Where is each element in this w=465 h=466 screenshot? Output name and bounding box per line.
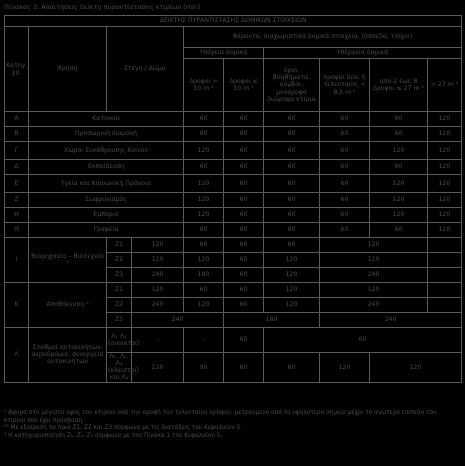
value-cell: 120: [184, 142, 224, 160]
category-cell: Η: [5, 208, 29, 223]
value-cell: 120: [428, 112, 462, 127]
value-cell: 120: [184, 208, 224, 223]
value-cell: 60: [184, 223, 224, 238]
value-cell: 120: [428, 208, 462, 223]
value-cell: 60: [320, 127, 370, 142]
category-cell: Ζ: [5, 193, 29, 208]
value-cell: 60: [264, 142, 320, 160]
value-cell: 240: [132, 298, 184, 313]
footnote: ¹ Αφορά στο μέγιστο ύψος του κτιρίου από την οροφή του τελευταίου ορόφου, μετρούμενο από το υψηλότερο σημείο μέχρι το ανώτερο επίπεδο του κτιρίου που έχει πρόσβαση.: [4, 410, 437, 424]
value-cell: 60: [224, 112, 264, 127]
value-cell: 120: [320, 283, 428, 298]
value-cell: 60: [370, 223, 428, 238]
value-cell: 60: [320, 142, 370, 160]
value-cell: 120: [428, 160, 462, 175]
value-cell: 240: [320, 298, 428, 313]
category-cell: Γ: [5, 142, 29, 160]
value-cell: 60: [320, 160, 370, 175]
value-cell: 120: [370, 193, 428, 208]
value-cell: 60: [370, 160, 428, 175]
value-cell: 60: [224, 253, 264, 268]
table-row: [5, 283, 462, 298]
value-cell: 60: [184, 283, 224, 298]
value-cell: –: [184, 328, 224, 353]
value-cell: 60: [224, 208, 264, 223]
value-cell: 120: [428, 223, 462, 238]
usage-cell: Βιομηχανία – Βιοτεχνία ³: [29, 238, 107, 283]
category-cell: Α: [5, 112, 29, 127]
value-cell: 120: [184, 193, 224, 208]
table-row: [5, 328, 462, 353]
usage-cell: Εμπόριο: [29, 208, 184, 223]
value-cell: 120: [132, 238, 184, 253]
usage-cell: Γραφεία: [29, 223, 184, 238]
value-cell: 60: [320, 193, 370, 208]
category-cell: Λ: [5, 328, 29, 383]
value-cell: 60: [224, 268, 264, 283]
blank-cell: [428, 268, 462, 283]
class-cell: Ζ1: [107, 238, 132, 253]
header-col-above-3: από 2 έως 8 όροφοι ≤ 27 m ²: [370, 59, 428, 112]
value-cell: –: [132, 328, 184, 353]
value-cell: 240: [132, 268, 184, 283]
table-row: [5, 175, 462, 193]
usage-cell: Αποθήκευση ³: [29, 283, 107, 328]
value-cell: 60: [184, 238, 224, 253]
value-cell: 120: [428, 193, 462, 208]
category-cell: Ι: [5, 238, 29, 283]
usage-cell: Εκπαίδευση: [29, 160, 184, 175]
header-load-bearing: Φέροντα, διαχωριστικά δομικά στοιχεία, (δάπεδα, τοίχοι): [184, 27, 462, 48]
footnote: ²³ Με εξαίρεση τα όρια Ζ1, Ζ2 και Ζ3 σύμφωνα με τις διατάξεις του Κεφαλαίου 5.: [4, 425, 243, 432]
value-cell: 60: [224, 223, 264, 238]
value-cell: 120: [264, 253, 320, 268]
value-cell: 60: [264, 238, 320, 253]
category-cell: Κ: [5, 283, 29, 328]
table-row: [5, 127, 462, 142]
header-aboveground: Υπέργεια δομικά: [264, 48, 462, 59]
value-cell: 60: [320, 175, 370, 193]
usage-cell: Χώροι Συνάθροισης Κοινού: [29, 142, 184, 160]
header-col-above-1: όροι, βοηθήματα, κόμβοι, μονόροφα διώροφα κτίρια: [264, 59, 320, 112]
value-cell: 60: [184, 160, 224, 175]
class-cell: Ζ2: [107, 298, 132, 313]
value-cell: 90: [184, 353, 224, 383]
table-row: [5, 160, 462, 175]
category-cell: Β: [5, 127, 29, 142]
value-cell: 60: [224, 328, 264, 353]
value-cell: 120: [132, 283, 184, 298]
value-cell: 120: [184, 298, 224, 313]
value-cell: 120: [132, 253, 184, 268]
table-caption: Πίνακας 3. Απαιτήσεις δείκτη πυραντίστασης κτιρίων (min): [4, 3, 201, 11]
value-cell: 120: [320, 238, 428, 253]
value-cell: 60: [224, 160, 264, 175]
footnote: ³ Η κατηγοριοποίηση Ζ₁, Ζ₂, Ζ₃ σύμφωνα με τον Πίνακα 1 του Κεφαλαίου 5.: [4, 432, 223, 439]
table-row: [5, 208, 462, 223]
value-cell: 120: [428, 175, 462, 193]
value-cell: 60: [264, 160, 320, 175]
value-cell: 60: [224, 142, 264, 160]
value-cell: 240: [132, 313, 224, 328]
usage-cell: Σταθμοί αυτοκινήτων, αεροδρόμια, συνεργεία αυτοκινήτων: [29, 328, 107, 383]
value-cell: 120: [428, 142, 462, 160]
usage-cell: Υγεία και Κοινωνική Πρόνοια: [29, 175, 184, 193]
blank-cell: [428, 298, 462, 313]
value-cell: 120: [370, 353, 462, 383]
value-cell: 120: [428, 127, 462, 142]
value-cell: 60: [264, 328, 462, 353]
value-cell: 60: [320, 112, 370, 127]
class-cell: Ζ3: [107, 268, 132, 283]
class-cell: Ζ1: [107, 283, 132, 298]
usage-cell: Κατοικία: [29, 112, 184, 127]
value-cell: 60: [264, 127, 320, 142]
value-cell: 60: [224, 283, 264, 298]
value-cell: 180: [184, 268, 224, 283]
value-cell: 120: [320, 253, 428, 268]
value-cell: 60: [370, 127, 428, 142]
value-cell: 60: [224, 353, 264, 383]
value-cell: 60: [224, 193, 264, 208]
class-cell: Λ₁ Λ₂ (ανοικτοί): [107, 328, 132, 353]
blank-cell: [428, 253, 462, 268]
header-col-above-4: > 27 m ²: [428, 59, 462, 112]
fire-resistance-table: [4, 15, 462, 383]
value-cell: 120: [264, 298, 320, 313]
table-row: [5, 238, 462, 253]
value-cell: 240: [320, 313, 462, 328]
header-col-under-2: όροφοι ≤ 10 m ¹: [224, 59, 264, 112]
value-cell: 120: [264, 268, 320, 283]
value-cell: 60: [264, 175, 320, 193]
value-cell: 60: [224, 298, 264, 313]
header-underground: Υπόγεια δομικά: [184, 48, 264, 59]
header-category: Κατηγ. χρ.: [5, 27, 29, 112]
category-cell: Ε: [5, 175, 29, 193]
value-cell: 120: [370, 175, 428, 193]
blank-cell: [428, 238, 462, 253]
value-cell: 120: [132, 353, 184, 383]
usage-cell: Σωφρονισμός: [29, 193, 184, 208]
value-cell: 120: [184, 175, 224, 193]
value-cell: 120: [370, 142, 428, 160]
class-cell: Ζ3: [107, 313, 132, 328]
value-cell: 180: [224, 313, 320, 328]
header-usage: Χρήση: [29, 27, 107, 112]
value-cell: 120: [370, 208, 428, 223]
value-cell: 60: [184, 127, 224, 142]
value-cell: 60: [184, 112, 224, 127]
value-cell: 60: [224, 175, 264, 193]
header-roof: Στέγη / Δώμα: [107, 27, 184, 112]
value-cell: 60: [264, 193, 320, 208]
blank-cell: [428, 283, 462, 298]
value-cell: 60: [224, 238, 264, 253]
value-cell: 60: [370, 112, 428, 127]
value-cell: 120: [184, 253, 224, 268]
class-cell: Ζ2: [107, 253, 132, 268]
table-row: [5, 193, 462, 208]
header-col-under-1: όροφοι > 10 m ¹: [184, 59, 224, 112]
footnotes: [4, 410, 459, 440]
category-cell: Δ: [5, 160, 29, 175]
value-cell: 60: [264, 353, 320, 383]
table-row: [5, 223, 462, 238]
header-col-above-2: όροφοι δύο, ή τελευταίος < 8,5 m ²: [320, 59, 370, 112]
value-cell: 120: [320, 353, 370, 383]
value-cell: 120: [264, 283, 320, 298]
table-row: [5, 112, 462, 127]
value-cell: 60: [264, 112, 320, 127]
usage-cell: Προσωρινή διαμονή: [29, 127, 184, 142]
value-cell: 60: [320, 223, 370, 238]
category-cell: Θ: [5, 223, 29, 238]
value-cell: 60: [320, 208, 370, 223]
table-title: ΔΕΙΚΤΗΣ ΠΥΡΑΝΤΙΣΤΑΣΗΣ ΔΟΜΙΚΩΝ ΣΤΟΙΧΕΙΩΝ: [5, 16, 462, 27]
value-cell: 60: [264, 223, 320, 238]
value-cell: 240: [320, 268, 428, 283]
value-cell: 60: [264, 208, 320, 223]
value-cell: 60: [224, 127, 264, 142]
class-cell: Λ₁, Λ₂, Λ₃ (κλειστοί) και Λ₄: [108, 353, 140, 382]
table-row: [5, 142, 462, 160]
